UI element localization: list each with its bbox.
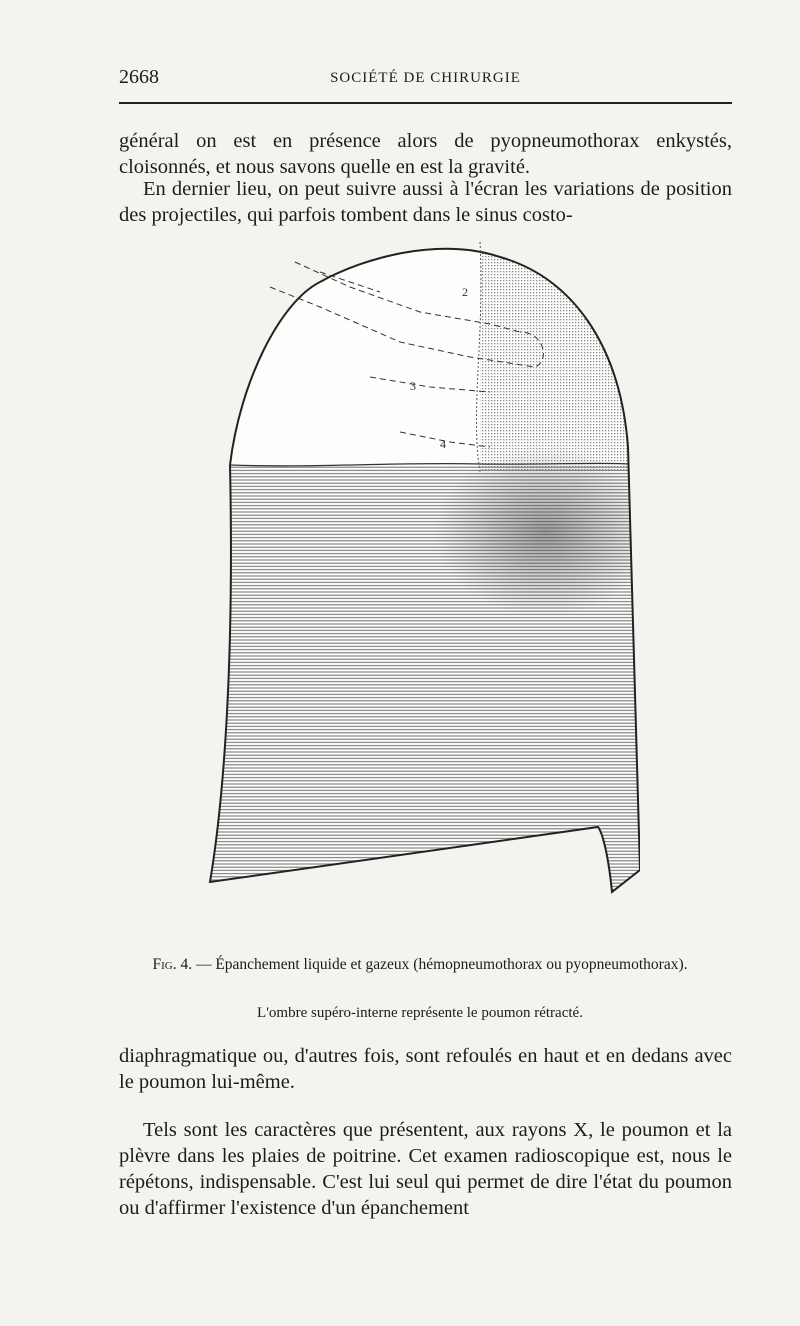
running-title: SOCIÉTÉ DE CHIRURGIE <box>330 70 521 86</box>
caption-text: — Épanchement liquide et gazeux (hémopneumothorax ou pyopneumothorax). <box>192 956 688 973</box>
paragraph-2: En dernier lieu, on peut suivre aussi à l'écran les variations de position des projectiles, qui parfois tombent dans le sinus costo- <box>119 178 732 226</box>
caption-label: Fig. 4. <box>152 956 193 973</box>
page-number: 2668 <box>119 66 159 88</box>
caption-note: L'ombre supéro-interne représente le poumon rétracté. <box>257 1005 583 1021</box>
label-2: 2 <box>462 285 468 299</box>
paragraph-3: diaphragmatique ou, d'autres fois, sont refoulés en haut et en dedans avec le poumon lui-même. <box>119 1045 732 1093</box>
paragraph-1: général on est en présence alors de pyopneumothorax enkystés, cloisonnés, et nous savons quelle en est la gravité. <box>119 130 732 178</box>
figure-caption <box>150 955 690 975</box>
thorax-shadow <box>200 232 640 950</box>
header-rule <box>119 102 732 104</box>
paragraph-4: Tels sont les caractères que présentent, aux rayons X, le poumon et la plèvre dans les plaies de poitrine. Cet examen radioscopique est, nous le répétons, indispensable. C'est lui seul qui permet de dire l'état du poumon ou d'affirmer l'existence d'un épanchement <box>119 1119 732 1219</box>
radiograph-figure <box>200 232 640 950</box>
label-3: 3 <box>410 379 416 393</box>
page-header <box>119 66 732 92</box>
label-4: 4 <box>440 437 446 451</box>
lung-shadow <box>480 232 640 472</box>
